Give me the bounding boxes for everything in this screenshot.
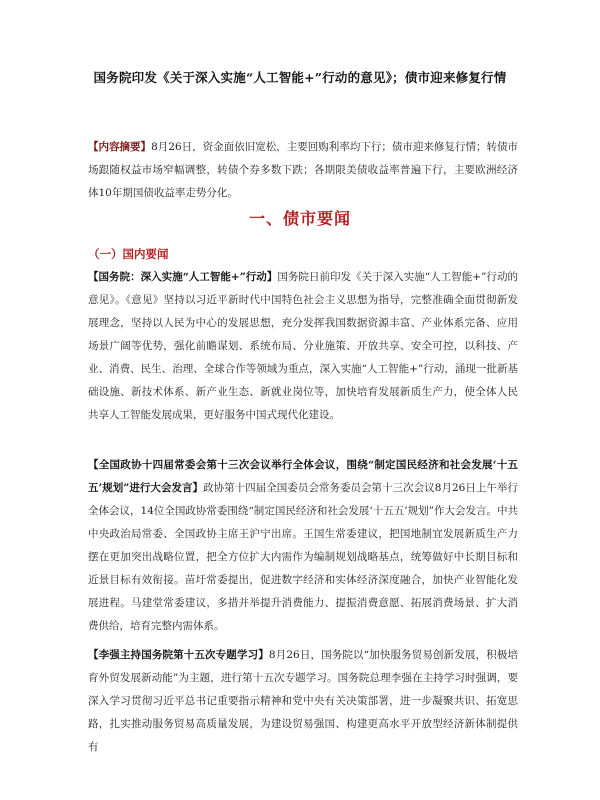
news-item [88, 454, 518, 638]
news-body: 政协第十四届全国委员会常务委员会第十三次会议8月26日上午举行全体会议，14位全国政协常委围绕“制定国民经济和社会发展‘十五五’规划”作大会发言。中共中央政治局常委、全国政协主席王沪宁出席。王国生常委建议，把国地制宜发展新质生产力摆在更加突出战略位置，把全方位扩大内需作为编制规划战略基点，统筹做好中长期目标和近景目标有效衔接。苗圩常委提出，促进数字经济和实体经济深度融合，加快产业智能化发展进程。马建堂常委建议，多措并举提升消费能力、提振消费意愿、拓展消费场景、扩大消费供给，培育完整内需体系。 [88, 482, 518, 632]
news-headline: 【国务院：深入实施“人工智能+”行动】 [88, 271, 278, 283]
document-title: 国务院印发《关于深入实施“人工智能+”行动的意见》；债市迎来修复行情 [93, 70, 507, 85]
content-summary [88, 136, 518, 205]
section-title: 一、债市要闻 [248, 209, 351, 228]
news-item [88, 644, 518, 759]
news-item [88, 266, 518, 427]
news-headline: 【李强主持国务院第十五次专题学习】 [88, 649, 269, 661]
news-headline: 【全国政协十四届常委会第十三次会议举行全体会议，围绕“制定国民经济和社会发展‘十五五’规划”进行大会发言】 [88, 459, 518, 494]
summary-label: 【内容摘要】 [88, 141, 152, 153]
news-body: 国务院日前印发《关于深入实施“人工智能+”行动的意见》。《意见》坚持以习近平新时代中国特色社会主义思想为指导，完整准确全面贯彻新发展理念，坚持以人民为中心的发展思想，充分发挥我国数据资源丰富、产业体系完备、应用场景广阔等优势，强化前瞻谋划、系统布局、分业施策、开放共享、安全可控，以科技、产业、消费、民生、治理、全球合作等领域为重点，深入实施“人工智能+”行动，涌现一批新基础设施、新技术体系、新产业生态、新就业岗位等，加快培育发展新质生产力，使全体人民共享人工智能发展成果，更好服务中国式现代化建设。 [88, 271, 518, 421]
news-body: 8月26日，国务院以“加快服务贸易创新发展，积极培育外贸发展新动能”为主题，进行第十五次专题学习。国务院总理李强在主持学习时强调，要深入学习贯彻习近平总书记重要指示精神和党中央有关决策部署，进一步凝聚共识、拓宽思路，扎实推动服务贸易高质量发展，为建设贸易强国、构建更高水平开放型经济新体制提供有 [88, 649, 518, 753]
summary-text: 8月26日，资金面依旧宽松，主要回购利率均下行；债市迎来修复行情；转债市场跟随权益市场窄幅调整，转债个券多数下跌；各期限美债收益率普遍下行，主要欧洲经济体10年期国债收益率走势分化。 [88, 141, 519, 199]
subsection-title: （一）国内要闻 [88, 247, 169, 261]
